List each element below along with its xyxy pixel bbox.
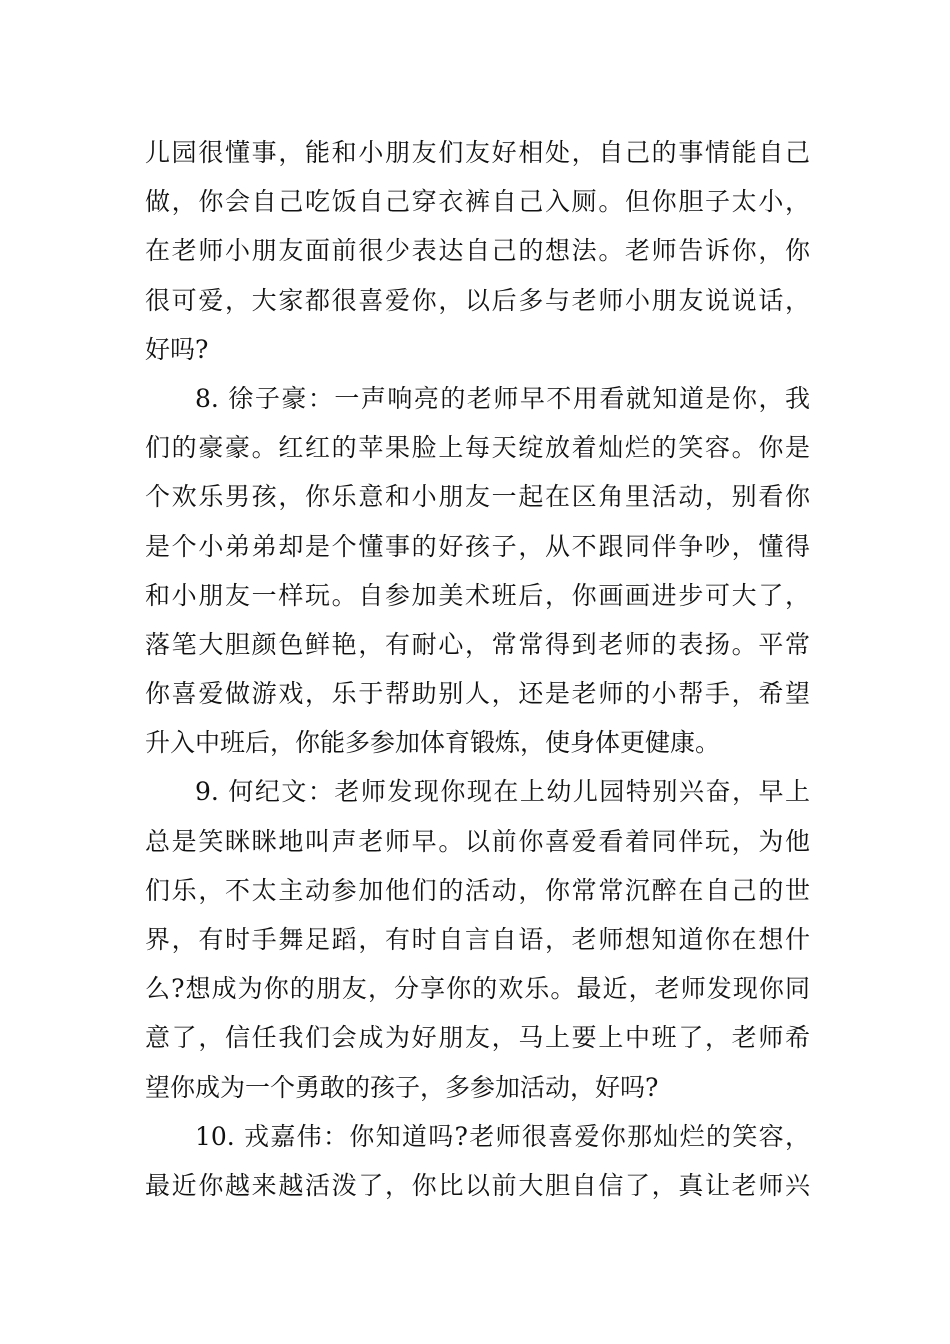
paragraph bbox=[145, 128, 810, 374]
text-line: 是个小弟弟却是个懂事的好孩子，从不跟同伴争吵，懂得 bbox=[145, 531, 810, 561]
text-line: 升入中班后，你能多参加体育锻炼，使身体更健康。 bbox=[145, 728, 721, 758]
text-line: 做，你会自己吃饭自己穿衣裤自己入厕。但你胆子太小， bbox=[145, 187, 810, 217]
paragraph bbox=[145, 1112, 810, 1210]
text-line: 很可爱，大家都很喜爱你，以后多与老师小朋友说说话， bbox=[145, 285, 810, 315]
text-line: 们乐，不太主动参加他们的活动，你常常沉醉在自己的世 bbox=[145, 875, 810, 905]
text-line: 们的豪豪。红红的苹果脸上每天绽放着灿烂的笑容。你是 bbox=[145, 433, 810, 463]
paragraph bbox=[145, 767, 810, 1111]
text-line: 在老师小朋友面前很少表达自己的想法。老师告诉你，你 bbox=[145, 236, 810, 266]
text-line: 落笔大胆颜色鲜艳，有耐心，常常得到老师的表扬。平常 bbox=[145, 629, 810, 659]
text-line: 么?想成为你的朋友，分享你的欢乐。最近，老师发现你同 bbox=[145, 974, 810, 1004]
paragraph bbox=[145, 374, 810, 768]
text-line: 儿园很懂事，能和小朋友们友好相处，自己的事情能自己 bbox=[145, 138, 810, 167]
text-line: 你喜爱做游戏，乐于帮助别人，还是老师的小帮手，希望 bbox=[145, 679, 810, 709]
text-line: 好吗? bbox=[145, 334, 209, 364]
text-line: 最近你越来越活泼了，你比以前大胆自信了，真让老师兴 bbox=[145, 1170, 810, 1200]
text-line: 意了，信任我们会成为好朋友，马上要上中班了，老师希 bbox=[145, 1023, 810, 1053]
text-line: 界，有时手舞足蹈，有时自言自语，老师想知道你在想什 bbox=[145, 925, 810, 954]
document-body bbox=[145, 128, 810, 1210]
text-line: 和小朋友一样玩。自参加美术班后，你画画进步可大了， bbox=[145, 580, 810, 610]
text-line: 望你成为一个勇敢的孩子，多参加活动，好吗? bbox=[145, 1072, 659, 1102]
text-line: 总是笑眯眯地叫声老师早。以前你喜爱看着同伴玩，为他 bbox=[145, 826, 810, 856]
text-line: 10. 戎嘉伟：你知道吗?老师很喜爱你那灿烂的笑容， bbox=[195, 1121, 810, 1151]
text-line: 8. 徐子豪：一声响亮的老师早不用看就知道是你，我 bbox=[195, 383, 810, 413]
text-line: 个欢乐男孩，你乐意和小朋友一起在区角里活动，别看你 bbox=[145, 482, 810, 512]
text-line: 9. 何纪文：老师发现你现在上幼儿园特别兴奋，早上 bbox=[195, 777, 810, 807]
